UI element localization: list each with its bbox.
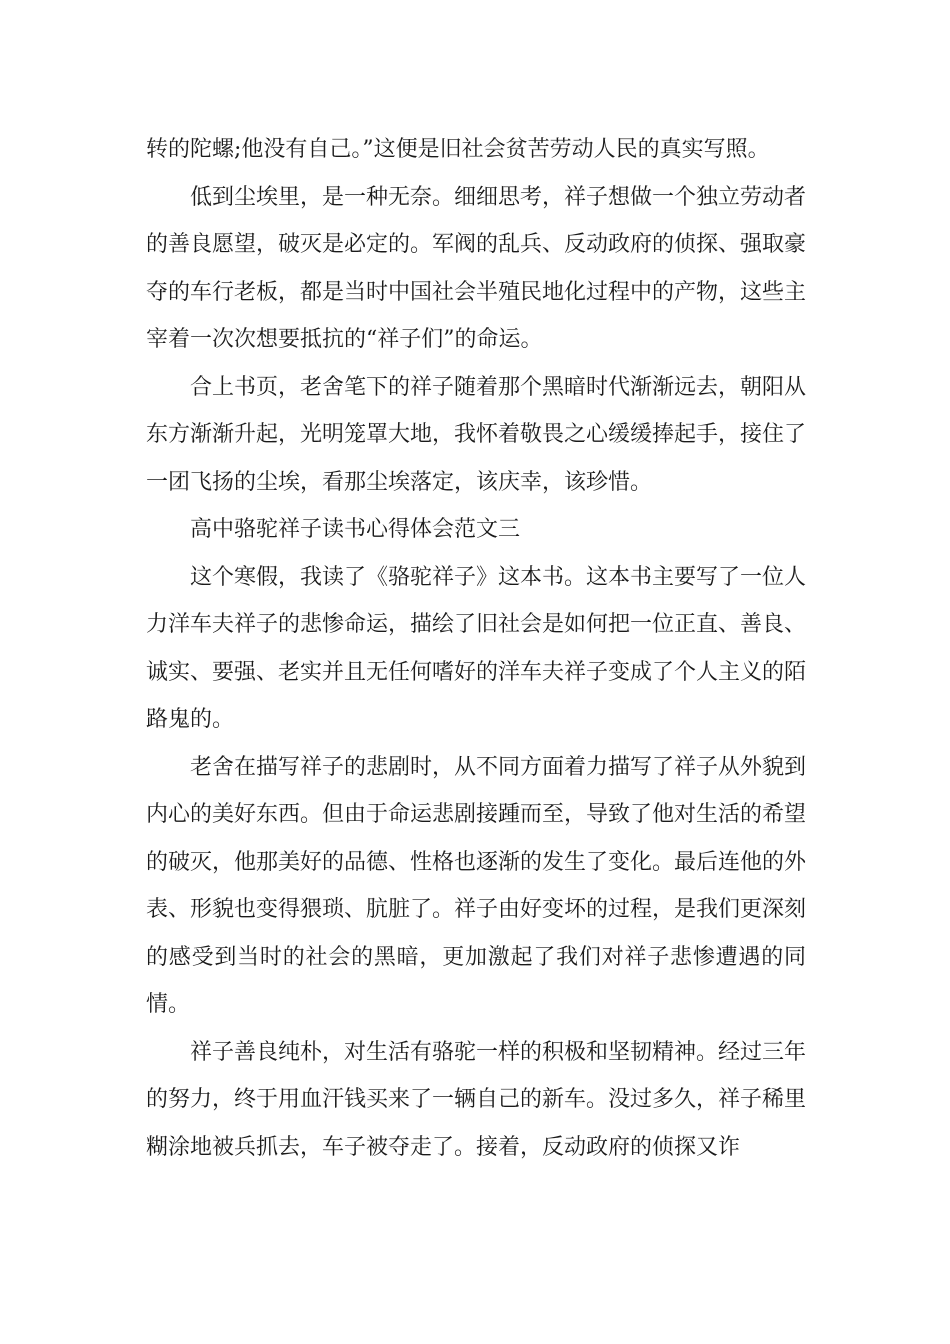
body-text xyxy=(146,126,806,1171)
section-heading: 高中骆驼祥子读书心得体会范文三 xyxy=(190,517,521,542)
paragraph-4: 这个寒假，我读了《骆驼祥子》这本书。这本书主要写了一位人力洋车夫祥子的悲惨命运，描绘了旧社会是如何把一位正直、善良、诚实、要强、老实并且无任何嗜好的洋车夫祥子变成了个人主义的陌路鬼的。 xyxy=(146,564,807,732)
paragraph-2: 低到尘埃里，是一种无奈。细细思考，祥子想做一个独立劳动者的善良愿望，破灭是必定的。军阀的乱兵、反动政府的侦探、强取豪夺的车行老板，都是当时中国社会半殖民地化过程中的产物，这些主宰着一次次想要抵抗的“祥子们”的命运。 xyxy=(146,184,807,352)
paragraph-1: 转的陀螺;他没有自己。”这便是旧社会贫苦劳动人民的真实写照。 xyxy=(146,137,770,162)
paragraph-3: 合上书页，老舍笔下的祥子随着那个黑暗时代渐渐远去，朝阳从东方渐渐升起，光明笼罩大地，我怀着敬畏之心缓缓捧起手，接住了一团飞扬的尘埃，看那尘埃落定，该庆幸，该珍惜。 xyxy=(146,374,807,495)
paragraph-5: 老舍在描写祥子的悲剧时，从不同方面着力描写了祥子从外貌到内心的美好东西。但由于命运悲剧接踵而至，导致了他对生活的希望的破灭，他那美好的品德、性格也逐渐的发生了变化。最后连他的外表、形貌也变得猥琐、肮脏了。祥子由好变坏的过程，是我们更深刻的感受到当时的社会的黑暗，更加激起了我们对祥子悲惨遭遇的同情。 xyxy=(146,754,807,1017)
paragraph-6: 祥子善良纯朴，对生活有骆驼一样的积极和坚韧精神。经过三年的努力，终于用血汗钱买来了一辆自己的新车。没过多久，祥子稀里糊涂地被兵抓去，车子被夺走了。接着，反动政府的侦探又诈 xyxy=(146,1039,807,1160)
